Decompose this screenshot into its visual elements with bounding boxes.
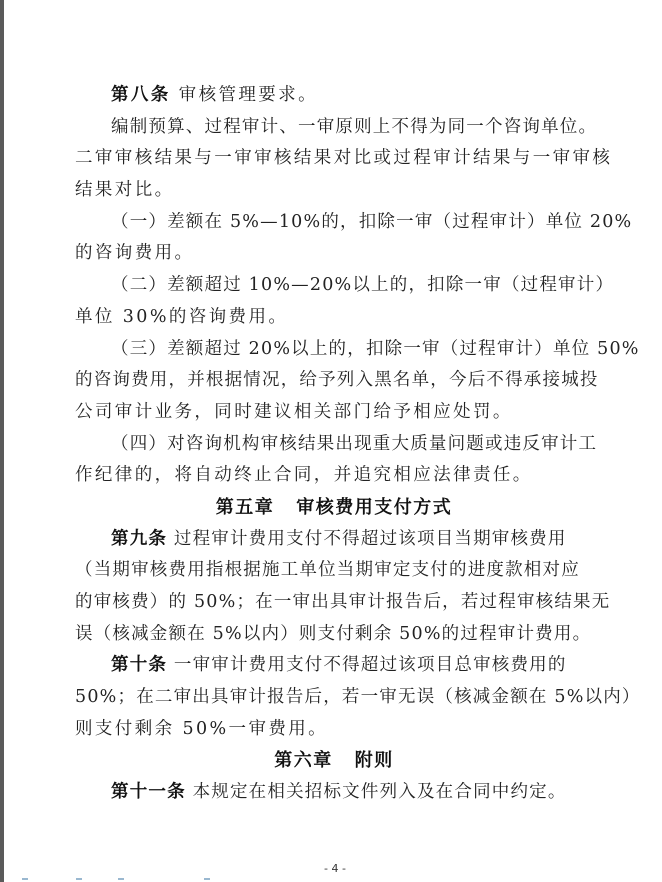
article-9-line4: 误（核减金额在 5%以内）则支付剩余 50%的过程审计费用。: [75, 623, 592, 644]
article-9-line1-text: 过程审计费用支付不得超过该项目当期审核费用: [167, 528, 567, 549]
article-8-item3-line2: 的咨询费用，并根据情况，给予列入黑名单，今后不得承接城投: [75, 370, 599, 391]
chapter-6-heading: [75, 745, 593, 777]
article-8-item3-line3: 公司审计业务，同时建议相关部门给予相应处罚。: [75, 401, 513, 422]
next-page-edge: [10, 878, 250, 881]
article-11-line1-text: 本规定在相关招标文件列入及在合同中约定。: [185, 782, 567, 803]
chapter-5-heading: [75, 492, 593, 524]
article-9-line1: [75, 524, 593, 556]
article-10-line3: 则支付剩余 50%一审费用。: [75, 718, 329, 739]
article-8-para1-line1: 编制预算、过程审计、一审原则上不得为同一个咨询单位。: [111, 116, 598, 137]
article-8-item3-line1: （三）差额超过 20%以上的，扣除一审（过程审计）单位 50%: [111, 338, 640, 359]
article-8-item1-line2: 的咨询费用。: [75, 243, 195, 264]
article-10-line1: [75, 650, 593, 682]
document-body: [75, 80, 641, 809]
article-9-line2: （当期审核费用指根据施工单位当期审定支付的进度款相对应: [75, 560, 580, 581]
article-9-line3: 的审核费）的 50%；在一审出具审计报告后，若过程审核结果无: [75, 592, 611, 612]
article-10-line1-text: 一审审计费用支付不得超过该项目总审核费用的: [167, 655, 567, 676]
page-number: - 4 -: [324, 862, 346, 875]
chapter-6-number: 第六章: [274, 750, 333, 772]
article-8-heading-text: 审核管理要求。: [170, 85, 318, 105]
article-8-item1-line1: （一）差额在 5%—10%的，扣除一审（过程审计）单位 20%: [111, 211, 633, 232]
chapter-5-number: 第五章: [215, 496, 275, 518]
chapter-5-title: 审核费用支付方式: [296, 496, 453, 518]
article-8-item4-line1: （四）对咨询机构审核结果出现重大质量问题或违反审计工: [111, 433, 598, 454]
article-8-item4-line2: 作纪律的，将自动终止合同，并追究相应法律责任。: [75, 465, 533, 486]
article-8-para1-line3: 结果对比。: [75, 180, 175, 201]
article-8-para1-line2: 二审审核结果与一审审核结果对比或过程审计结果与一审审核: [75, 148, 613, 169]
article-8-item2-line1: （二）差额超过 10%—20%以上的，扣除一审（过程审计）: [111, 275, 615, 296]
article-8-title: 第八条: [111, 85, 171, 105]
article-8-heading: [75, 80, 593, 112]
document-page: [4, 0, 662, 882]
article-10-title: 第十条: [111, 655, 168, 676]
article-11-line1: [75, 777, 593, 809]
article-10-line2: 50%；在二审出具审计报告后，若一审无误（核减金额在 5%以内）: [75, 687, 641, 708]
article-8-item2-line2: 单位 30%的咨询费用。: [75, 306, 289, 327]
chapter-6-title: 附则: [354, 750, 394, 772]
article-9-title: 第九条: [111, 528, 168, 549]
article-11-title: 第十一条: [111, 782, 186, 803]
